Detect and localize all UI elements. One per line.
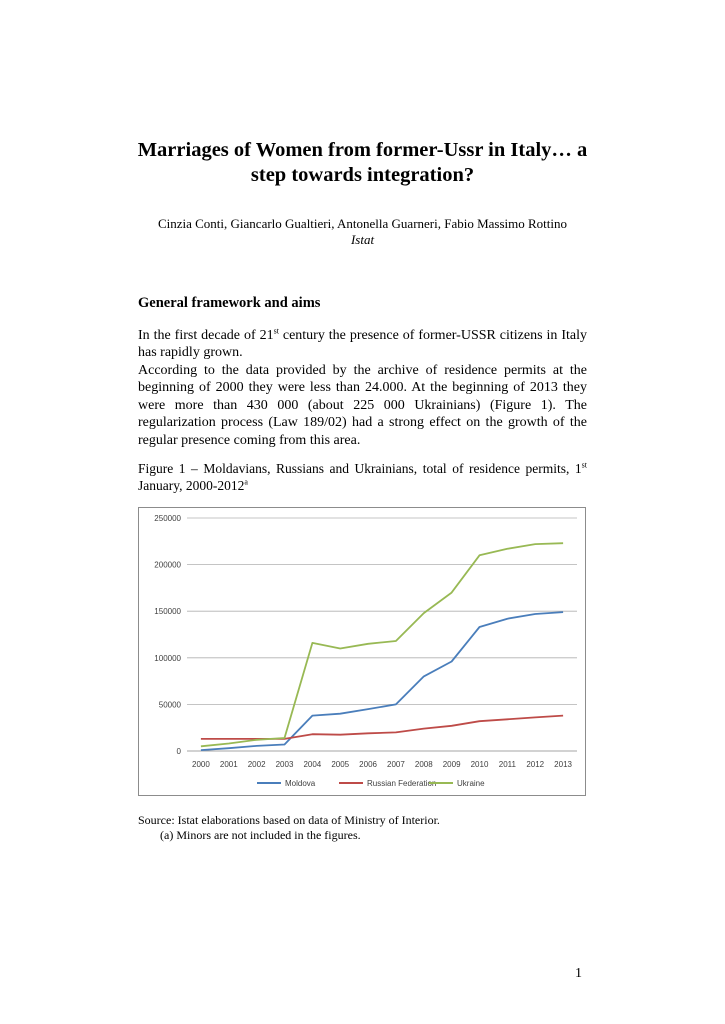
title-line-1: Marriages of Women from former-Ussr in Italy… a (137, 139, 588, 161)
y-tick-label: 150000 (154, 607, 181, 617)
x-tick-label: 2011 (498, 760, 516, 769)
title-line-2: step towards integration? (250, 164, 475, 186)
series-line-moldova (201, 612, 563, 750)
x-tick-label: 2000 (192, 760, 210, 769)
x-tick-label: 2005 (331, 760, 350, 769)
y-tick-label: 100000 (154, 653, 181, 663)
para1-text-a: In the first decade of 21 (138, 328, 274, 343)
legend-label: Ukraine (457, 779, 485, 788)
x-tick-label: 2006 (359, 760, 377, 769)
x-tick-label: 2010 (470, 760, 489, 769)
page-number: 1 (575, 966, 582, 981)
y-tick-label: 50000 (158, 700, 181, 710)
legend-label: Russian Federation (367, 779, 437, 788)
x-tick-label: 2001 (219, 760, 238, 769)
section-heading: General framework and aims (138, 295, 321, 311)
paragraph-2: According to the data provided by the archive of residence permits at the beginning of 2000 they were less than 24.000. At the beginning of 2013 they were more than 430 000 (about 225 000 Ukrainians) (Figure 1). The regularization process (Law 189/02) had a strong effect on the growth of the regular presence coming from this area. (138, 363, 587, 448)
x-tick-label: 2003 (275, 760, 294, 769)
y-tick-label: 0 (176, 747, 181, 756)
para1-superscript: st (273, 326, 279, 336)
figure-caption (138, 460, 587, 494)
footnote: (a) Minors are not included in the figures. (160, 828, 361, 842)
author-list: Cinzia Conti, Giancarlo Gualtieri, Antonella Guarneri, Fabio Massimo Rottino (157, 216, 568, 231)
x-tick-label: 2012 (526, 760, 545, 769)
x-tick-label: 2002 (247, 760, 266, 769)
chart-canvas (139, 508, 585, 795)
legend-label: Moldova (285, 779, 316, 788)
para1-text-b: century the presence of former-USSR citizens in Italy has rapidly grown. (138, 328, 587, 361)
caption-sup-1: st (581, 460, 587, 470)
x-tick-label: 2013 (554, 760, 572, 769)
paper-title (120, 138, 605, 188)
x-tick-label: 2007 (387, 760, 405, 769)
caption-text-b: January, 2000-2012 (138, 478, 245, 493)
series-line-russian-federation (201, 716, 563, 739)
caption-text-a: Figure 1 – Moldavians, Russians and Ukrainians, total of residence permits, 1 (138, 461, 582, 476)
y-tick-label: 250000 (154, 514, 181, 523)
source-note: Source: Istat elaborations based on data of Ministry of Interior. (138, 813, 440, 827)
x-tick-label: 2008 (414, 760, 433, 769)
series-line-ukraine (201, 543, 563, 746)
x-tick-label: 2009 (442, 760, 461, 769)
y-tick-label: 200000 (154, 560, 181, 570)
affiliation: Istat (350, 232, 375, 247)
caption-sup-2: a (244, 477, 248, 487)
x-tick-label: 2004 (303, 760, 322, 769)
line-chart (138, 507, 586, 796)
paragraph-1 (138, 327, 587, 362)
